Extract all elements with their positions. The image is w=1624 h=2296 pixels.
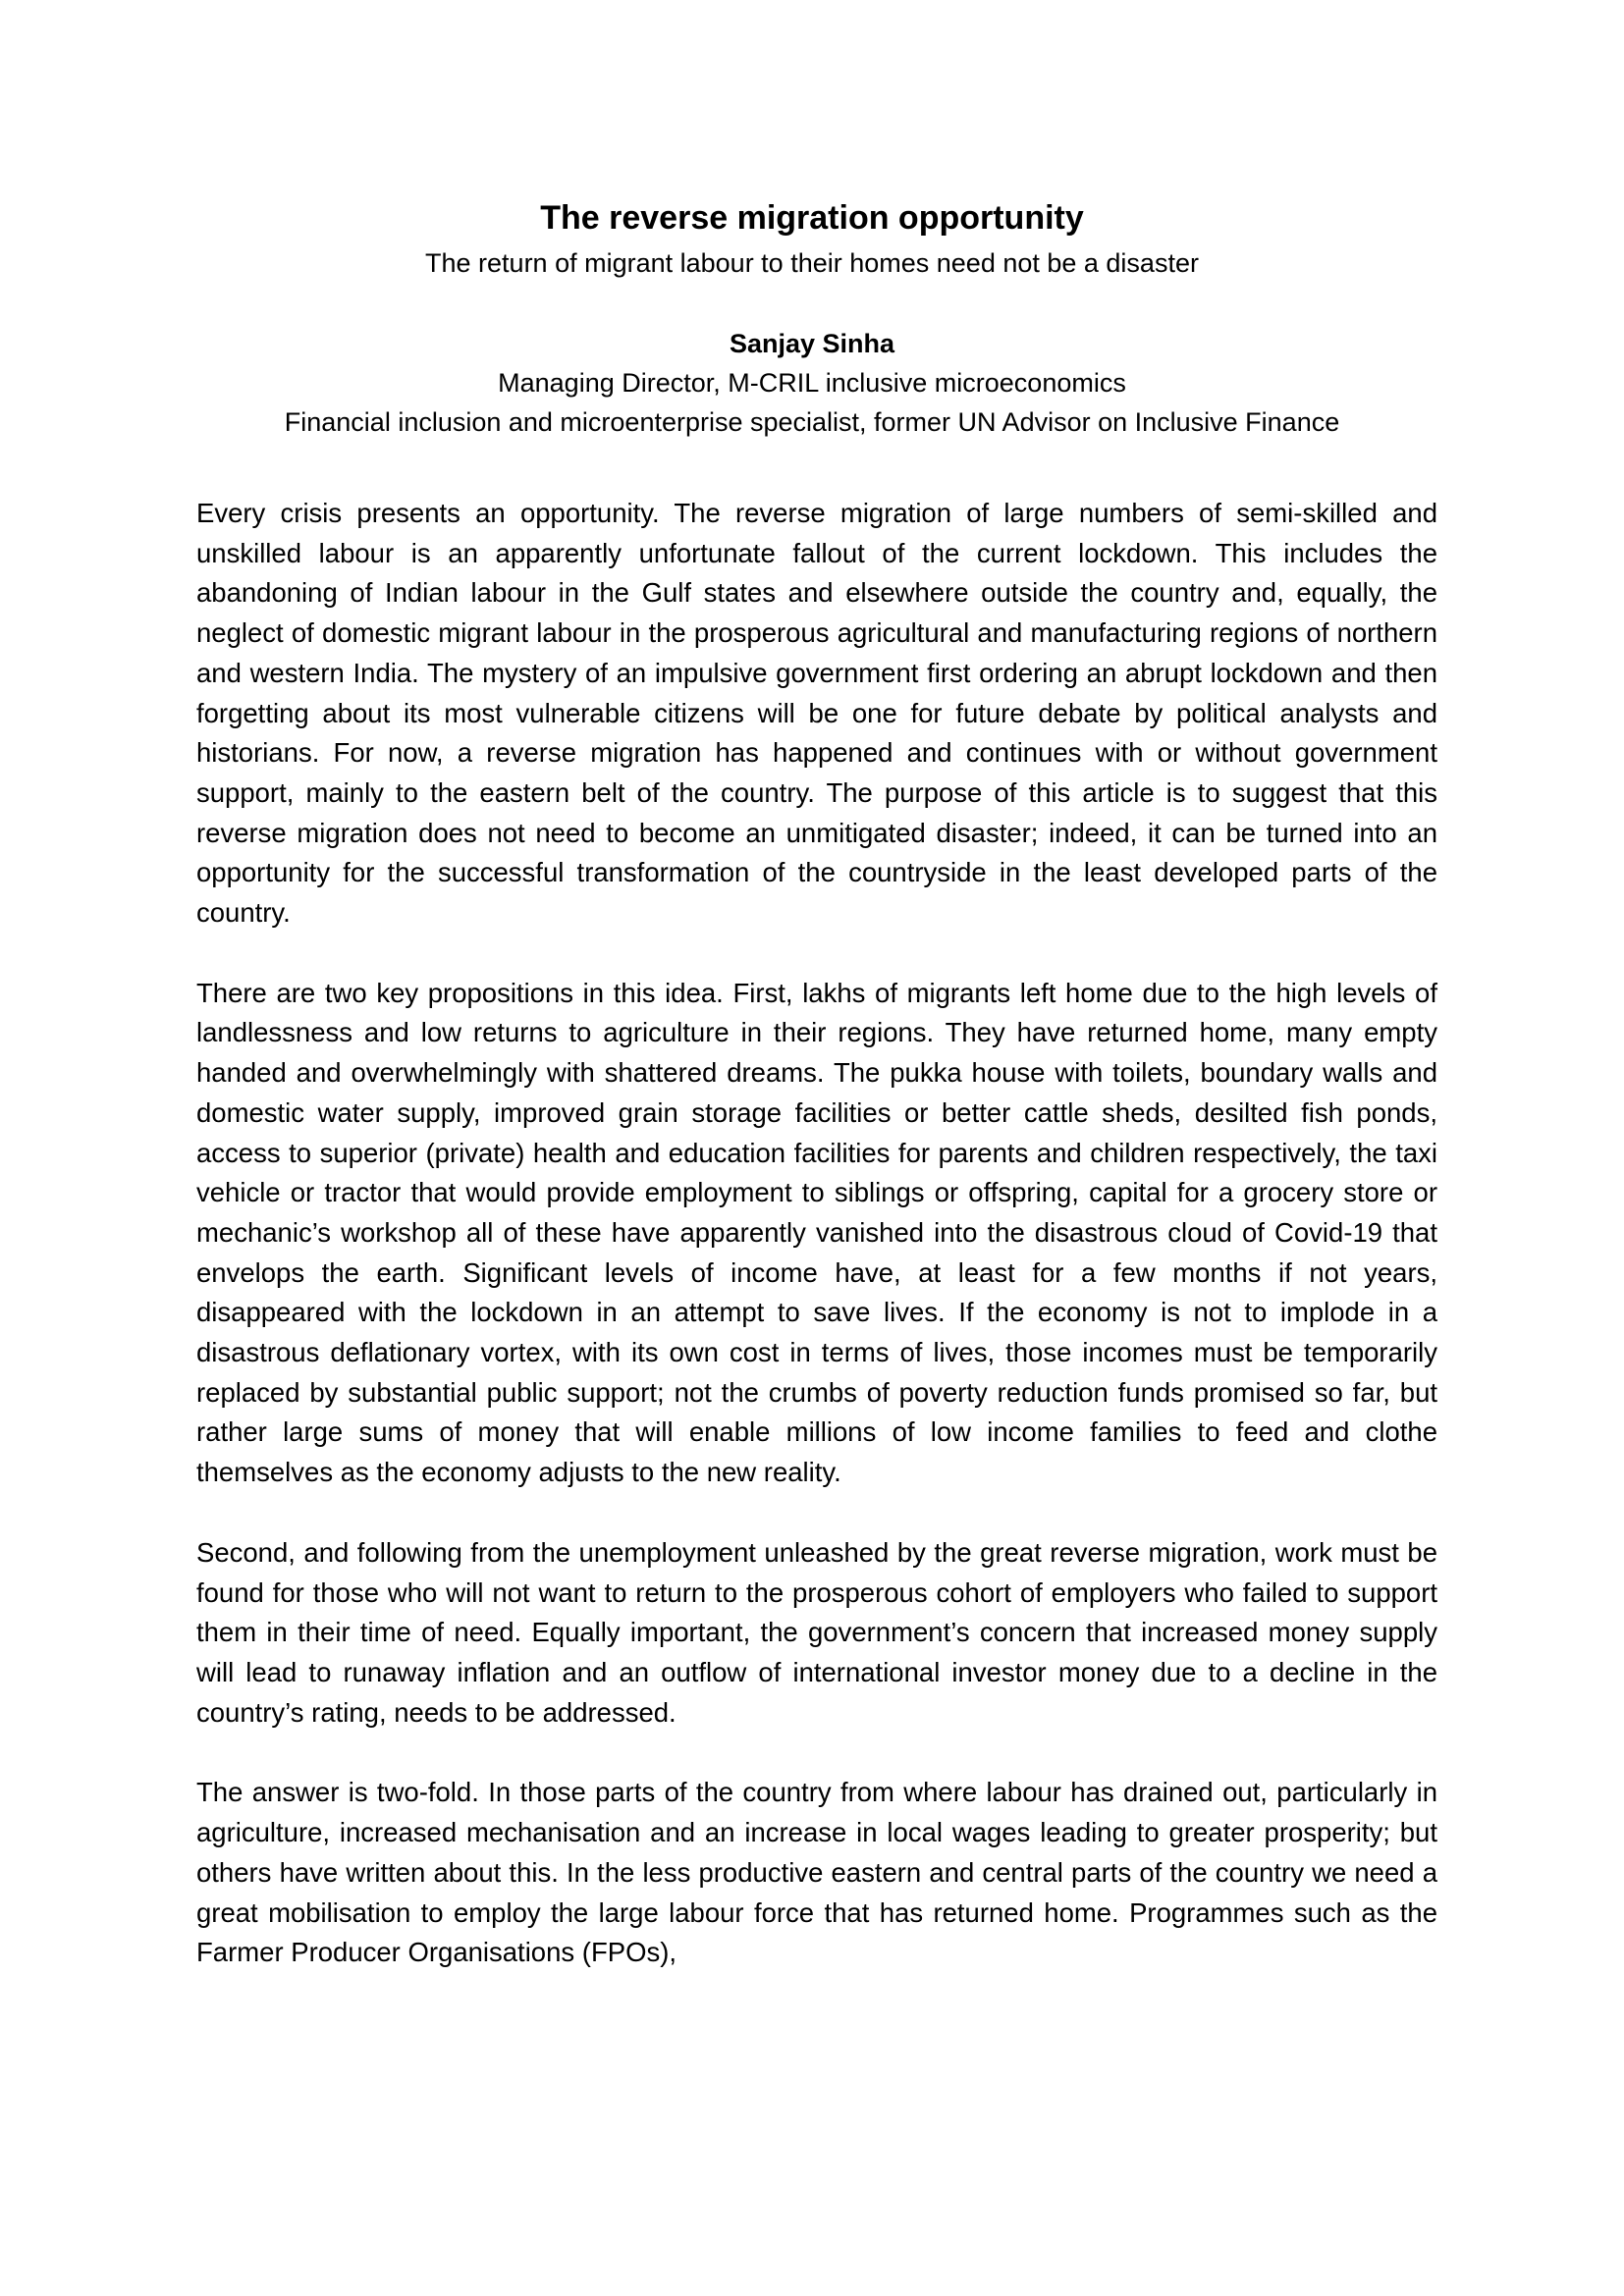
paragraph-4: The answer is two-fold. In those parts of the country from where labour has drained out, particularly in agriculture, increased mechanisation and an increase in local wages leading to greater prosperity; but others have written about this. In the less productive eastern and central parts of the country we need a great mobilisation to employ the large labour force that has returned home. Programmes such as the Farmer Producer Organisations (FPOs), (196, 1777, 1437, 1968)
author-name: Sanjay Sinha (729, 329, 895, 358)
document-title: The reverse migration opportunity (540, 199, 1084, 237)
article-body (196, 494, 1437, 2013)
paragraph-1: Every crisis presents an opportunity. The reverse migration of large numbers of semi-skilled and unskilled labour is an apparently unfortunate fallout of the current lockdown. This includes the abandoning of Indian labour in the Gulf states and elsewhere outside the country and, equally, the neglect of domestic migrant labour in the prosperous agricultural and manufacturing regions of northern and western India. The mystery of an impulsive government first ordering an abrupt lockdown and then forgetting about its most vulnerable citizens will be one for future debate by political analysts and historians. For now, a reverse migration has happened and continues with or without government support, mainly to the eastern belt of the country. The purpose of this article is to suggest that this reverse migration does not need to become an unmitigated disaster; indeed, it can be turned into an opportunity for the successful transformation of the countryside in the least developed parts of the country. (196, 498, 1437, 929)
paragraph-2: There are two key propositions in this idea. First, lakhs of migrants left home due to the high levels of landlessness and low returns to agriculture in their regions. They have returned home, many empty handed and overwhelmingly with shattered dreams. The pukka house with toilets, boundary walls and domestic water supply, improved grain storage facilities or better cattle sheds, desilted fish ponds, access to superior (private) health and education facilities for parents and children respectively, the taxi vehicle or tractor that would provide employment to siblings or offspring, capital for a grocery store or mechanic’s workshop all of these have apparently vanished into the disastrous cloud of Covid-19 that envelops the earth. Significant levels of income have, at least for a few months if not years, disappeared with the lockdown in an attempt to save lives. If the economy is not to implode in a disastrous deflationary vortex, with its own cost in terms of lives, those incomes must be temporarily replaced by substantial public support; not the crumbs of poverty reduction funds promised so far, but rather large sums of money that will enable millions of low income families to feed and clothe themselves as the economy adjusts to the new reality. (196, 977, 1437, 1488)
author-role-primary: Managing Director, M-CRIL inclusive microeconomics (498, 368, 1126, 398)
author-role-secondary: Financial inclusion and microenterprise specialist, former UN Advisor on Inclusive Finance (284, 407, 1340, 437)
paragraph-3: Second, and following from the unemployment unleashed by the great reverse migration, work must be found for those who will not want to return to the prosperous cohort of employers who failed to support them in their time of need. Equally important, the government’s concern that increased money supply will lead to runaway inflation and an outflow of international investor money due to a decline in the country’s rating, needs to be addressed. (196, 1536, 1437, 1728)
document-subtitle: The return of migrant labour to their homes need not be a disaster (425, 248, 1199, 278)
